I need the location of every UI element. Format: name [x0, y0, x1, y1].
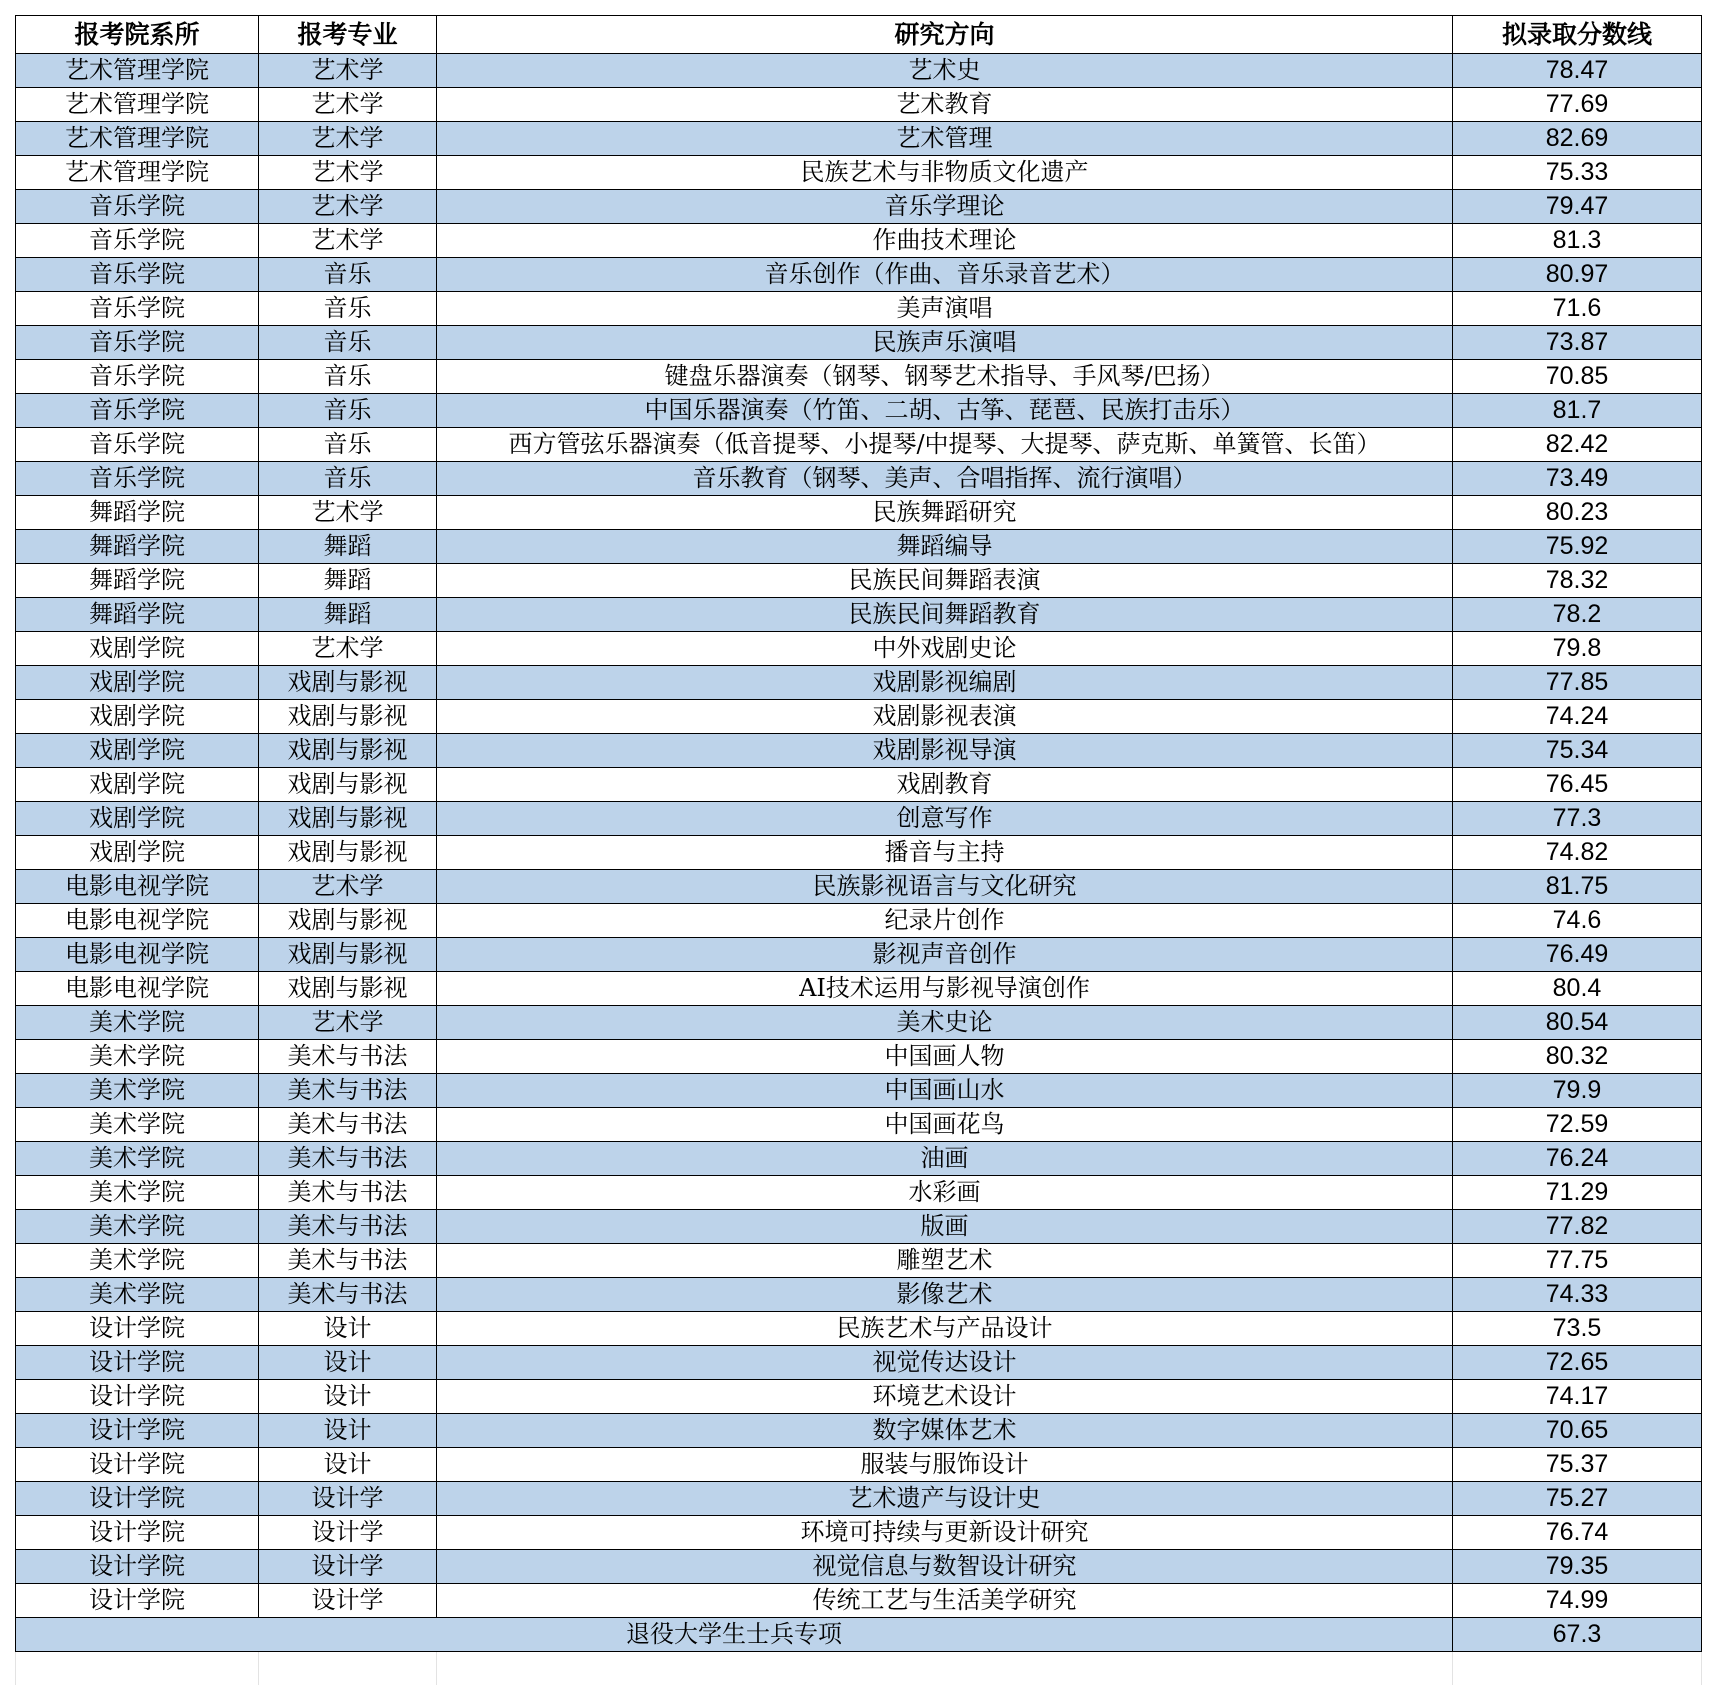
cell-major: 美术与书法	[259, 1108, 437, 1142]
cell-direction: 戏剧影视编剧	[437, 666, 1453, 700]
cell-score: 77.69	[1453, 88, 1702, 122]
cell-direction: 版画	[437, 1210, 1453, 1244]
cell-dept: 音乐学院	[16, 224, 259, 258]
cell-major: 戏剧与影视	[259, 802, 437, 836]
cell-score: 76.24	[1453, 1142, 1702, 1176]
cell-direction: 中国画山水	[437, 1074, 1453, 1108]
cell-major: 美术与书法	[259, 1040, 437, 1074]
cell-dept: 音乐学院	[16, 190, 259, 224]
cell-direction: 环境艺术设计	[437, 1380, 1453, 1414]
cell-dept: 艺术管理学院	[16, 88, 259, 122]
table-row	[16, 122, 1702, 156]
cell-direction: 艺术教育	[437, 88, 1453, 122]
cell-score: 74.99	[1453, 1584, 1702, 1618]
cell-major: 设计学	[259, 1516, 437, 1550]
cell-dept: 电影电视学院	[16, 870, 259, 904]
cell-score: 74.33	[1453, 1278, 1702, 1312]
cell-dept: 舞蹈学院	[16, 496, 259, 530]
cell-dept: 艺术管理学院	[16, 156, 259, 190]
cell-major: 舞蹈	[259, 564, 437, 598]
cell-direction: 服装与服饰设计	[437, 1448, 1453, 1482]
cell-dept: 戏剧学院	[16, 802, 259, 836]
table-row	[16, 326, 1702, 360]
cell-major: 戏剧与影视	[259, 666, 437, 700]
cell-score: 73.5	[1453, 1312, 1702, 1346]
cell-dept: 设计学院	[16, 1516, 259, 1550]
cell-direction: 民族影视语言与文化研究	[437, 870, 1453, 904]
cell-major: 戏剧与影视	[259, 836, 437, 870]
table-body	[16, 54, 1702, 1686]
cell-direction: 民族艺术与非物质文化遗产	[437, 156, 1453, 190]
cell-direction: 中国画人物	[437, 1040, 1453, 1074]
cell-score: 71.29	[1453, 1176, 1702, 1210]
cell-major: 设计学	[259, 1550, 437, 1584]
cell-score: 72.65	[1453, 1346, 1702, 1380]
cell-score: 76.49	[1453, 938, 1702, 972]
cell-major: 设计学	[259, 1482, 437, 1516]
table-row	[16, 1142, 1702, 1176]
cell-major: 艺术学	[259, 54, 437, 88]
cell-dept: 设计学院	[16, 1312, 259, 1346]
cell-direction: 民族艺术与产品设计	[437, 1312, 1453, 1346]
table-row	[16, 938, 1702, 972]
cell-major: 艺术学	[259, 224, 437, 258]
cell-score: 80.54	[1453, 1006, 1702, 1040]
cell-major: 艺术学	[259, 1006, 437, 1040]
cell-direction: 戏剧影视导演	[437, 734, 1453, 768]
table-row	[16, 870, 1702, 904]
cell-direction: 民族舞蹈研究	[437, 496, 1453, 530]
cell-direction: 视觉信息与数智设计研究	[437, 1550, 1453, 1584]
cell-score: 81.7	[1453, 394, 1702, 428]
cell-direction: 纪录片创作	[437, 904, 1453, 938]
table-row	[16, 972, 1702, 1006]
cell-major: 艺术学	[259, 632, 437, 666]
cell-direction: 作曲技术理论	[437, 224, 1453, 258]
cell-major: 戏剧与影视	[259, 700, 437, 734]
cell-dept: 舞蹈学院	[16, 598, 259, 632]
cell-major: 设计	[259, 1312, 437, 1346]
cell-major: 美术与书法	[259, 1210, 437, 1244]
cell-direction: 美声演唱	[437, 292, 1453, 326]
cell-score: 81.3	[1453, 224, 1702, 258]
cell-score: 80.32	[1453, 1040, 1702, 1074]
cell-major: 戏剧与影视	[259, 972, 437, 1006]
cell-score: 75.34	[1453, 734, 1702, 768]
cell-major: 音乐	[259, 394, 437, 428]
cell-score: 74.82	[1453, 836, 1702, 870]
cell-major: 舞蹈	[259, 530, 437, 564]
cell-dept: 音乐学院	[16, 462, 259, 496]
cell-dept: 舞蹈学院	[16, 564, 259, 598]
cell-dept: 美术学院	[16, 1006, 259, 1040]
cell-dept: 设计学院	[16, 1482, 259, 1516]
cell-dept: 戏剧学院	[16, 836, 259, 870]
header-direction: 研究方向	[437, 16, 1453, 54]
table-row	[16, 1346, 1702, 1380]
cell-direction: 民族民间舞蹈表演	[437, 564, 1453, 598]
cell-major: 戏剧与影视	[259, 938, 437, 972]
cell-direction: 艺术遗产与设计史	[437, 1482, 1453, 1516]
cell-direction: 戏剧影视表演	[437, 700, 1453, 734]
cell-dept: 电影电视学院	[16, 904, 259, 938]
cell-dept: 设计学院	[16, 1346, 259, 1380]
cell-major: 设计	[259, 1448, 437, 1482]
empty-cell	[16, 1652, 259, 1686]
table-header	[16, 16, 1702, 54]
header-score: 拟录取分数线	[1453, 16, 1702, 54]
cell-score: 82.69	[1453, 122, 1702, 156]
table-row	[16, 836, 1702, 870]
cell-direction: 雕塑艺术	[437, 1244, 1453, 1278]
cell-major: 艺术学	[259, 122, 437, 156]
cell-dept: 音乐学院	[16, 258, 259, 292]
cell-score: 75.92	[1453, 530, 1702, 564]
cell-major: 美术与书法	[259, 1142, 437, 1176]
cell-direction: 影视声音创作	[437, 938, 1453, 972]
cell-score: 81.75	[1453, 870, 1702, 904]
cell-score: 75.33	[1453, 156, 1702, 190]
cell-direction: 戏剧教育	[437, 768, 1453, 802]
cell-score: 76.74	[1453, 1516, 1702, 1550]
table-row	[16, 802, 1702, 836]
cell-direction: 艺术史	[437, 54, 1453, 88]
cell-score: 75.27	[1453, 1482, 1702, 1516]
cell-dept: 艺术管理学院	[16, 122, 259, 156]
cell-direction: 音乐创作（作曲、音乐录音艺术）	[437, 258, 1453, 292]
cell-major: 美术与书法	[259, 1244, 437, 1278]
cell-score: 77.3	[1453, 802, 1702, 836]
cell-direction: 民族声乐演唱	[437, 326, 1453, 360]
cell-dept: 美术学院	[16, 1108, 259, 1142]
cell-dept: 戏剧学院	[16, 768, 259, 802]
cell-score: 77.85	[1453, 666, 1702, 700]
cell-direction: 播音与主持	[437, 836, 1453, 870]
table-row	[16, 1210, 1702, 1244]
table-row	[16, 904, 1702, 938]
cell-score: 74.17	[1453, 1380, 1702, 1414]
cell-score: 73.49	[1453, 462, 1702, 496]
cell-dept: 舞蹈学院	[16, 530, 259, 564]
cell-dept: 戏剧学院	[16, 734, 259, 768]
table-row	[16, 1516, 1702, 1550]
cell-score: 74.24	[1453, 700, 1702, 734]
cell-score: 77.75	[1453, 1244, 1702, 1278]
table-row	[16, 88, 1702, 122]
cell-direction: AI技术运用与影视导演创作	[437, 972, 1453, 1006]
cell-dept: 美术学院	[16, 1074, 259, 1108]
cell-direction: 环境可持续与更新设计研究	[437, 1516, 1453, 1550]
table-row	[16, 54, 1702, 88]
cell-score: 76.45	[1453, 768, 1702, 802]
table-row	[16, 1550, 1702, 1584]
cell-score: 80.23	[1453, 496, 1702, 530]
cell-score: 71.6	[1453, 292, 1702, 326]
cell-direction: 中外戏剧史论	[437, 632, 1453, 666]
table-row	[16, 360, 1702, 394]
empty-grid-row	[16, 1652, 1702, 1686]
table-row	[16, 224, 1702, 258]
cell-dept: 音乐学院	[16, 292, 259, 326]
table-row	[16, 1108, 1702, 1142]
cell-major: 艺术学	[259, 88, 437, 122]
cell-score: 79.47	[1453, 190, 1702, 224]
header-dept: 报考院系所	[16, 16, 259, 54]
cell-score: 79.9	[1453, 1074, 1702, 1108]
cell-direction: 音乐教育（钢琴、美声、合唱指挥、流行演唱）	[437, 462, 1453, 496]
cell-dept: 美术学院	[16, 1244, 259, 1278]
table-row	[16, 1244, 1702, 1278]
table-row	[16, 394, 1702, 428]
cell-dept: 设计学院	[16, 1414, 259, 1448]
cell-major: 戏剧与影视	[259, 768, 437, 802]
cell-direction: 中国乐器演奏（竹笛、二胡、古筝、琵琶、民族打击乐）	[437, 394, 1453, 428]
cell-dept: 设计学院	[16, 1584, 259, 1618]
cell-major: 音乐	[259, 428, 437, 462]
cell-major: 音乐	[259, 292, 437, 326]
cell-score: 79.8	[1453, 632, 1702, 666]
cell-dept: 音乐学院	[16, 428, 259, 462]
cell-direction: 艺术管理	[437, 122, 1453, 156]
admission-score-table	[15, 15, 1702, 1685]
cell-score: 73.87	[1453, 326, 1702, 360]
cell-direction: 民族民间舞蹈教育	[437, 598, 1453, 632]
cell-score: 82.42	[1453, 428, 1702, 462]
table-row	[16, 598, 1702, 632]
cell-direction: 影像艺术	[437, 1278, 1453, 1312]
cell-dept: 美术学院	[16, 1142, 259, 1176]
cell-major: 艺术学	[259, 870, 437, 904]
cell-dept: 设计学院	[16, 1380, 259, 1414]
table-row	[16, 428, 1702, 462]
cell-score: 74.6	[1453, 904, 1702, 938]
table-row	[16, 700, 1702, 734]
cell-direction: 舞蹈编导	[437, 530, 1453, 564]
table-row	[16, 1278, 1702, 1312]
table-row	[16, 1074, 1702, 1108]
cell-score: 77.82	[1453, 1210, 1702, 1244]
table-row	[16, 768, 1702, 802]
cell-direction: 创意写作	[437, 802, 1453, 836]
cell-major: 舞蹈	[259, 598, 437, 632]
cell-direction: 数字媒体艺术	[437, 1414, 1453, 1448]
cell-major: 音乐	[259, 258, 437, 292]
cell-dept: 艺术管理学院	[16, 54, 259, 88]
special-row-score: 67.3	[1453, 1618, 1702, 1652]
cell-major: 艺术学	[259, 496, 437, 530]
cell-dept: 戏剧学院	[16, 632, 259, 666]
table-row	[16, 1414, 1702, 1448]
cell-major: 美术与书法	[259, 1176, 437, 1210]
cell-score: 78.2	[1453, 598, 1702, 632]
cell-direction: 水彩画	[437, 1176, 1453, 1210]
cell-direction: 音乐学理论	[437, 190, 1453, 224]
table-row	[16, 1380, 1702, 1414]
special-row-label: 退役大学生士兵专项	[16, 1618, 1453, 1652]
cell-score: 72.59	[1453, 1108, 1702, 1142]
cell-major: 美术与书法	[259, 1278, 437, 1312]
cell-direction: 美术史论	[437, 1006, 1453, 1040]
cell-major: 设计	[259, 1346, 437, 1380]
cell-major: 音乐	[259, 462, 437, 496]
empty-cell	[1453, 1652, 1702, 1686]
cell-major: 音乐	[259, 326, 437, 360]
cell-dept: 美术学院	[16, 1210, 259, 1244]
cell-dept: 音乐学院	[16, 360, 259, 394]
cell-major: 设计	[259, 1414, 437, 1448]
cell-dept: 美术学院	[16, 1040, 259, 1074]
table-row	[16, 734, 1702, 768]
cell-score: 70.85	[1453, 360, 1702, 394]
header-major: 报考专业	[259, 16, 437, 54]
cell-dept: 美术学院	[16, 1278, 259, 1312]
cell-major: 戏剧与影视	[259, 734, 437, 768]
cell-score: 78.32	[1453, 564, 1702, 598]
cell-direction: 视觉传达设计	[437, 1346, 1453, 1380]
cell-major: 音乐	[259, 360, 437, 394]
table-row	[16, 1040, 1702, 1074]
table-row	[16, 1312, 1702, 1346]
table-row	[16, 632, 1702, 666]
cell-direction: 西方管弦乐器演奏（低音提琴、小提琴/中提琴、大提琴、萨克斯、单簧管、长笛）	[437, 428, 1453, 462]
empty-cell	[437, 1652, 1453, 1686]
table-row	[16, 1448, 1702, 1482]
cell-major: 戏剧与影视	[259, 904, 437, 938]
table-row	[16, 1584, 1702, 1618]
cell-major: 设计	[259, 1380, 437, 1414]
cell-dept: 音乐学院	[16, 326, 259, 360]
cell-dept: 戏剧学院	[16, 666, 259, 700]
table-row	[16, 1176, 1702, 1210]
cell-score: 80.4	[1453, 972, 1702, 1006]
cell-major: 设计学	[259, 1584, 437, 1618]
table-row	[16, 292, 1702, 326]
cell-score: 80.97	[1453, 258, 1702, 292]
cell-dept: 戏剧学院	[16, 700, 259, 734]
cell-score: 78.47	[1453, 54, 1702, 88]
cell-dept: 音乐学院	[16, 394, 259, 428]
table-row	[16, 666, 1702, 700]
empty-cell	[259, 1652, 437, 1686]
cell-direction: 中国画花鸟	[437, 1108, 1453, 1142]
table-row	[16, 530, 1702, 564]
cell-score: 70.65	[1453, 1414, 1702, 1448]
cell-major: 美术与书法	[259, 1074, 437, 1108]
cell-direction: 油画	[437, 1142, 1453, 1176]
table-row	[16, 1006, 1702, 1040]
cell-dept: 设计学院	[16, 1550, 259, 1584]
table-row	[16, 156, 1702, 190]
table-row	[16, 462, 1702, 496]
cell-direction: 传统工艺与生活美学研究	[437, 1584, 1453, 1618]
table-row	[16, 1482, 1702, 1516]
cell-direction: 键盘乐器演奏（钢琴、钢琴艺术指导、手风琴/巴扬）	[437, 360, 1453, 394]
cell-dept: 电影电视学院	[16, 972, 259, 1006]
table-row	[16, 190, 1702, 224]
cell-dept: 设计学院	[16, 1448, 259, 1482]
cell-major: 艺术学	[259, 190, 437, 224]
table-row	[16, 564, 1702, 598]
cell-dept: 美术学院	[16, 1176, 259, 1210]
table-row	[16, 496, 1702, 530]
header-row	[16, 16, 1702, 54]
cell-score: 79.35	[1453, 1550, 1702, 1584]
special-row	[16, 1618, 1702, 1652]
cell-score: 75.37	[1453, 1448, 1702, 1482]
table-row	[16, 258, 1702, 292]
cell-dept: 电影电视学院	[16, 938, 259, 972]
cell-major: 艺术学	[259, 156, 437, 190]
